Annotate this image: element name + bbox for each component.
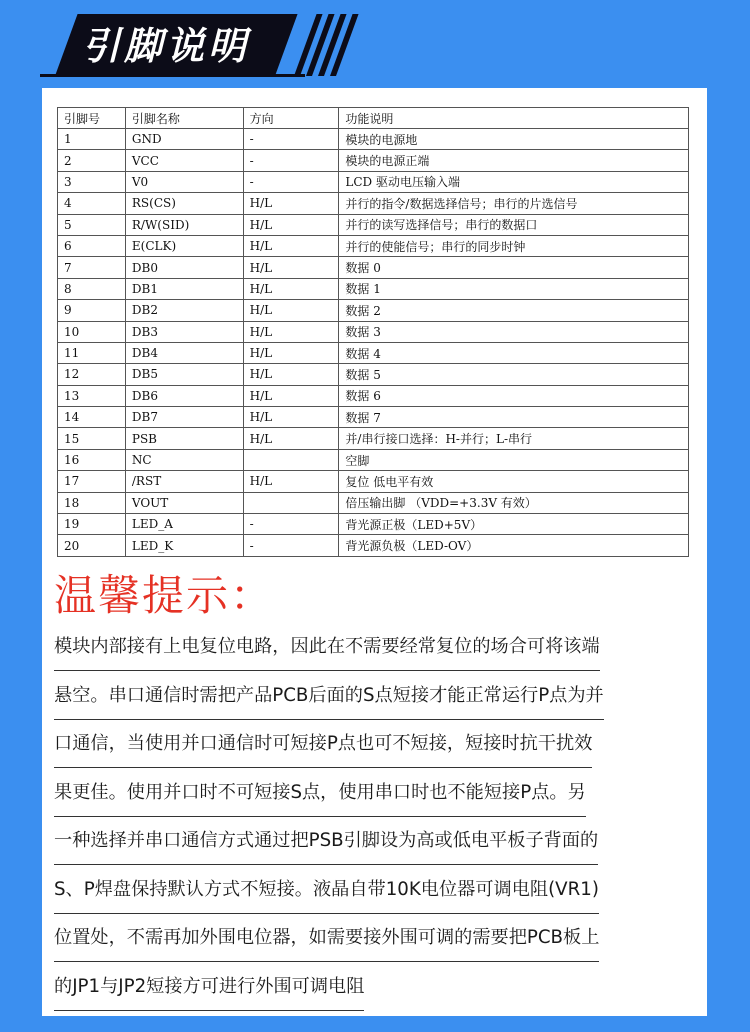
cell-function: 并行的使能信号；串行的同步时钟 xyxy=(339,235,689,256)
cell-direction: H/L xyxy=(243,235,339,256)
cell-pin-no: 10 xyxy=(58,321,126,342)
cell-pin-name: LED_A xyxy=(125,514,243,535)
cell-direction: H/L xyxy=(243,257,339,278)
cell-pin-no: 16 xyxy=(58,449,126,470)
cell-pin-name: NC xyxy=(125,449,243,470)
cell-direction: H/L xyxy=(243,342,339,363)
table-row xyxy=(58,321,689,342)
cell-function: 数据 1 xyxy=(339,278,689,299)
table-row xyxy=(58,449,689,470)
tip-line: 悬空。串口通信时需把产品PCB后面的S点短接才能正常运行P点为并 xyxy=(54,673,604,720)
cell-direction: H/L xyxy=(243,385,339,406)
cell-pin-name: GND xyxy=(125,129,243,150)
header-function: 功能说明 xyxy=(339,108,689,129)
cell-pin-no: 9 xyxy=(58,300,126,321)
cell-function: 背光源负极（LED-OV） xyxy=(339,535,689,556)
table-row xyxy=(58,492,689,513)
cell-pin-name: DB5 xyxy=(125,364,243,385)
cell-function: 并行的指令/数据选择信号；串行的片选信号 xyxy=(339,193,689,214)
cell-pin-name: PSB xyxy=(125,428,243,449)
cell-function: 空脚 xyxy=(339,449,689,470)
cell-direction: - xyxy=(243,514,339,535)
cell-function: 并/串行接口选择：H-并行；L-串行 xyxy=(339,428,689,449)
cell-pin-name: VOUT xyxy=(125,492,243,513)
cell-function: 复位 低电平有效 xyxy=(339,471,689,492)
tip-line: 的JP1与JP2短接方可进行外围可调电阻 xyxy=(54,964,364,1011)
cell-pin-name: DB1 xyxy=(125,278,243,299)
cell-function: 模块的电源正端 xyxy=(339,150,689,171)
cell-function: 数据 3 xyxy=(339,321,689,342)
cell-pin-no: 5 xyxy=(58,214,126,235)
cell-pin-no: 1 xyxy=(58,129,126,150)
pin-table xyxy=(57,107,689,557)
cell-function: 数据 2 xyxy=(339,300,689,321)
header-pin-no: 引脚号 xyxy=(58,108,126,129)
cell-function: 模块的电源地 xyxy=(339,129,689,150)
cell-function: 数据 6 xyxy=(339,385,689,406)
tip-line: 果更佳。使用并口时不可短接S点，使用串口时也不能短接P点。另 xyxy=(54,770,586,817)
cell-pin-name: E(CLK) xyxy=(125,235,243,256)
tip-line: 口通信，当使用并口通信时可短接P点也可不短接，短接时抗干扰效 xyxy=(54,721,592,768)
cell-pin-name: V0 xyxy=(125,171,243,192)
cell-pin-no: 4 xyxy=(58,193,126,214)
cell-pin-no: 14 xyxy=(58,407,126,428)
tips-title: 温馨提示： xyxy=(54,571,275,620)
table-row xyxy=(58,171,689,192)
cell-function: 倍压输出脚 （VDD=+3.3V 有效） xyxy=(339,492,689,513)
cell-direction xyxy=(243,449,339,470)
cell-pin-no: 19 xyxy=(58,514,126,535)
cell-direction: H/L xyxy=(243,214,339,235)
cell-pin-name: DB3 xyxy=(125,321,243,342)
cell-direction: H/L xyxy=(243,364,339,385)
tip-line: S、P焊盘保持默认方式不短接。液晶自带10K电位器可调电阻(VR1) xyxy=(54,867,599,914)
cell-direction: H/L xyxy=(243,321,339,342)
cell-pin-no: 8 xyxy=(58,278,126,299)
table-row xyxy=(58,193,689,214)
cell-pin-name: LED_K xyxy=(125,535,243,556)
cell-pin-name: DB6 xyxy=(125,385,243,406)
table-row xyxy=(58,514,689,535)
cell-function: 数据 0 xyxy=(339,257,689,278)
table-row xyxy=(58,342,689,363)
table-row xyxy=(58,407,689,428)
cell-function: 数据 5 xyxy=(339,364,689,385)
cell-function: 数据 4 xyxy=(339,342,689,363)
cell-pin-name: /RST xyxy=(125,471,243,492)
table-row xyxy=(58,428,689,449)
cell-direction: H/L xyxy=(243,428,339,449)
cell-pin-name: DB2 xyxy=(125,300,243,321)
page-title: 引脚说明 xyxy=(82,24,251,68)
cell-direction: H/L xyxy=(243,300,339,321)
cell-pin-no: 3 xyxy=(58,171,126,192)
table-row xyxy=(58,257,689,278)
table-row xyxy=(58,300,689,321)
cell-pin-no: 13 xyxy=(58,385,126,406)
cell-pin-no: 2 xyxy=(58,150,126,171)
cell-direction: - xyxy=(243,129,339,150)
cell-pin-no: 6 xyxy=(58,235,126,256)
cell-pin-no: 12 xyxy=(58,364,126,385)
header-direction: 方向 xyxy=(243,108,339,129)
cell-pin-no: 20 xyxy=(58,535,126,556)
cell-function: 并行的读写选择信号；串行的数据口 xyxy=(339,214,689,235)
cell-direction: - xyxy=(243,171,339,192)
table-row xyxy=(58,385,689,406)
cell-pin-no: 18 xyxy=(58,492,126,513)
banner-stripes xyxy=(290,14,342,76)
cell-direction: H/L xyxy=(243,471,339,492)
table-row xyxy=(58,471,689,492)
table-row xyxy=(58,214,689,235)
header-pin-name: 引脚名称 xyxy=(125,108,243,129)
cell-pin-name: VCC xyxy=(125,150,243,171)
cell-direction: - xyxy=(243,150,339,171)
cell-pin-name: DB4 xyxy=(125,342,243,363)
tip-line: 位置处，不需再加外围电位器，如需要接外围可调的需要把PCB板上 xyxy=(54,915,599,962)
cell-function: 数据 7 xyxy=(339,407,689,428)
cell-pin-name: DB0 xyxy=(125,257,243,278)
table-row xyxy=(58,364,689,385)
cell-pin-name: DB7 xyxy=(125,407,243,428)
cell-direction xyxy=(243,492,339,513)
cell-pin-no: 7 xyxy=(58,257,126,278)
banner-underline xyxy=(40,74,305,77)
tip-line: 一种选择并串口通信方式通过把PSB引脚设为高或低电平板子背面的 xyxy=(54,818,598,865)
table-row xyxy=(58,150,689,171)
tip-line: 模块内部接有上电复位电路，因此在不需要经常复位的场合可将该端 xyxy=(54,624,600,671)
cell-function: LCD 驱动电压输入端 xyxy=(339,171,689,192)
cell-direction: H/L xyxy=(243,193,339,214)
cell-pin-name: R/W(SID) xyxy=(125,214,243,235)
table-body xyxy=(58,129,689,557)
cell-direction: H/L xyxy=(243,278,339,299)
cell-pin-name: RS(CS) xyxy=(125,193,243,214)
tips-text xyxy=(54,624,676,1012)
table-header-row xyxy=(58,108,689,129)
cell-function: 背光源正极（LED+5V） xyxy=(339,514,689,535)
table-row xyxy=(58,278,689,299)
table-row xyxy=(58,235,689,256)
cell-direction: H/L xyxy=(243,407,339,428)
table-row xyxy=(58,535,689,556)
cell-direction: - xyxy=(243,535,339,556)
table-row xyxy=(58,129,689,150)
cell-pin-no: 15 xyxy=(58,428,126,449)
cell-pin-no: 11 xyxy=(58,342,126,363)
cell-pin-no: 17 xyxy=(58,471,126,492)
